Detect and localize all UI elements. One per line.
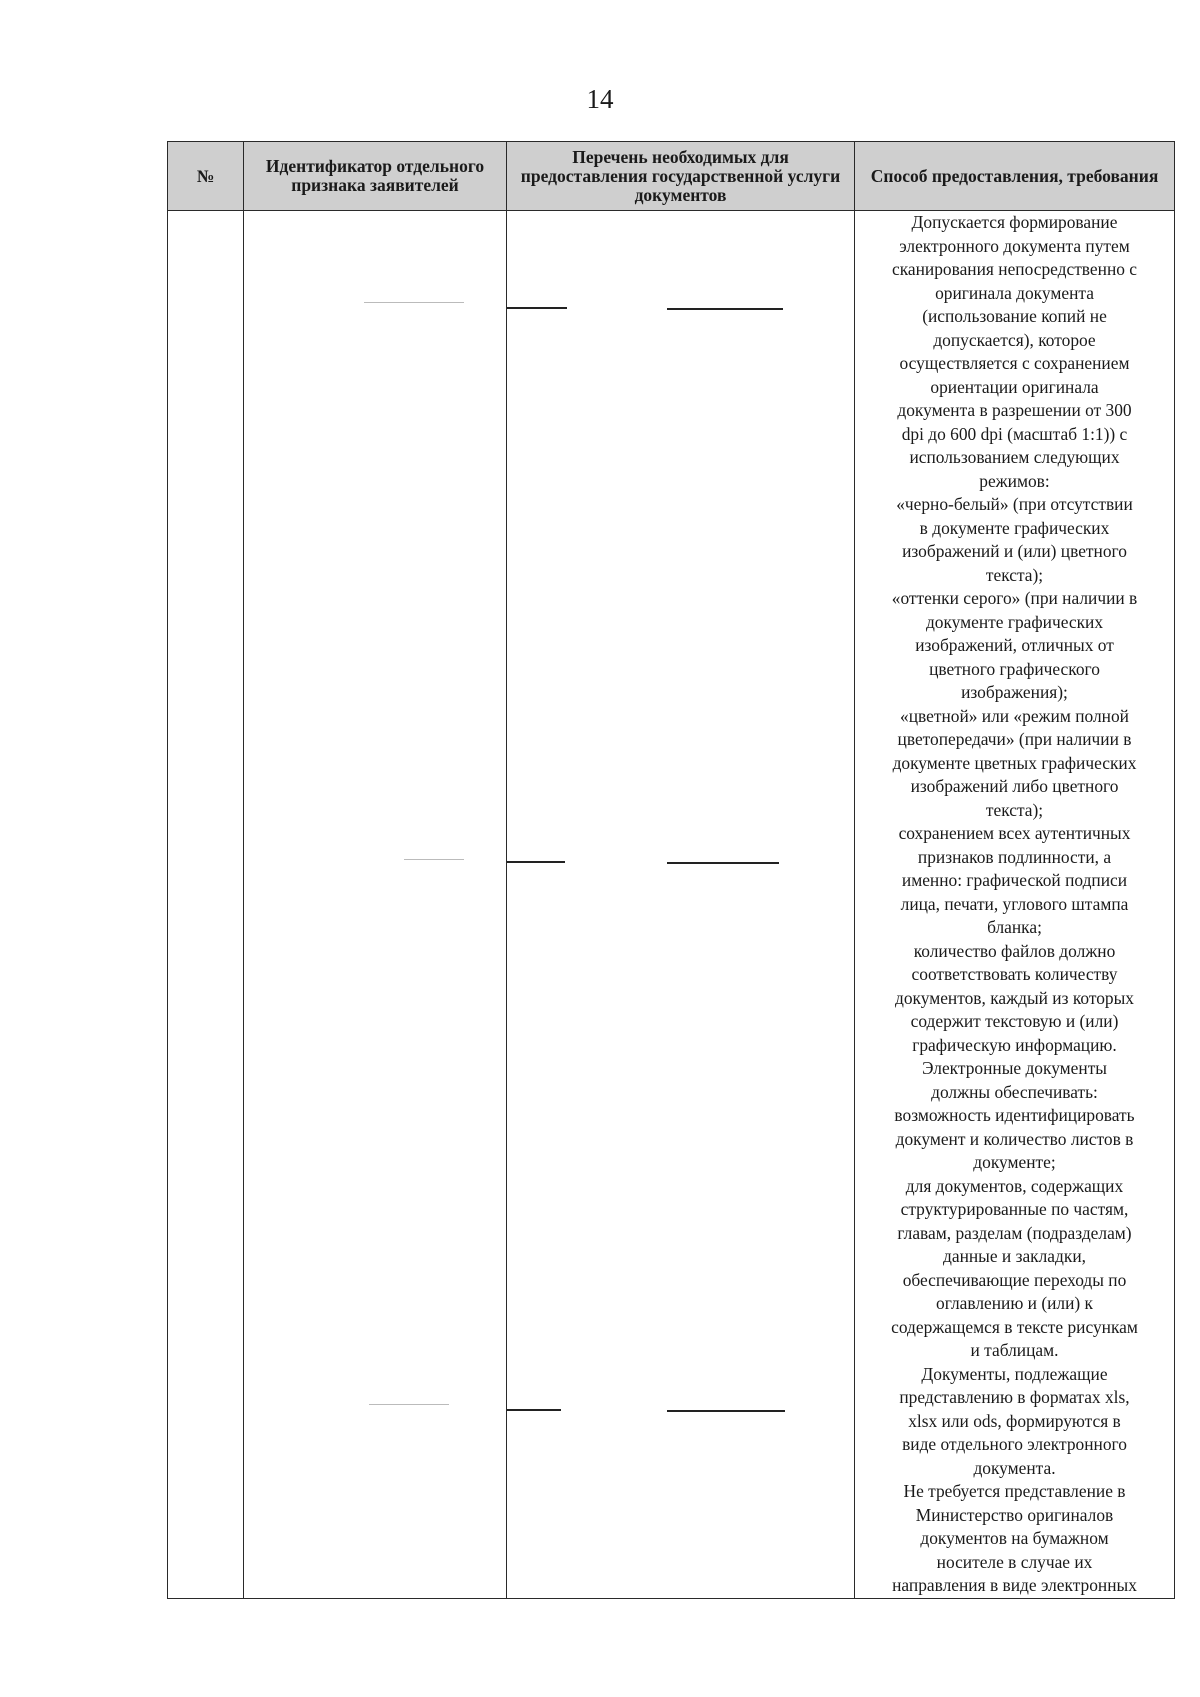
method-text-line: текста); — [985, 564, 1044, 585]
method-text-line: возможность идентифицировать — [894, 1105, 1135, 1125]
cell-method — [855, 211, 1175, 1599]
method-text-line: именно: графической подписи — [901, 870, 1128, 890]
method-text-line: документа. — [973, 1457, 1056, 1478]
header-method: Способ предоставления, требования — [855, 142, 1175, 211]
method-text-line: электронного документа путем — [899, 235, 1130, 256]
method-text-line: главам, разделам (подразделам) — [897, 1222, 1132, 1243]
method-text-line: количество файлов должно — [913, 940, 1116, 961]
method-text-line: обеспечивающие переходы по — [902, 1269, 1127, 1290]
method-text-line: ориентации оригинала — [930, 376, 1099, 397]
method-text-line: признаков подлинности, а — [917, 846, 1112, 867]
method-text-line: «цветной» или «режим полной — [900, 705, 1129, 726]
header-identifier: Идентификатор отдельного признака заявителей — [244, 142, 507, 211]
method-text-line: «оттенки серого» (при наличии в — [891, 588, 1138, 608]
dash-mark — [667, 308, 783, 310]
method-text-line: Не требуется представление в — [903, 1481, 1126, 1501]
method-text-line: оригинала документа — [935, 282, 1094, 303]
method-text-line: сканирования непосредственно с — [891, 259, 1138, 279]
method-text-line: Документы, подлежащие — [921, 1363, 1108, 1384]
cell-identifier — [244, 211, 507, 1599]
method-text-line: цветопередачи» (при наличии в — [897, 729, 1132, 749]
method-text-line: носителе в случае их — [936, 1551, 1093, 1572]
method-text-line: «черно-белый» (при отсутствии — [896, 494, 1133, 514]
dash-mark — [507, 307, 567, 309]
method-text-line: Электронные документы — [922, 1058, 1107, 1078]
method-text-line: документе цветных графических — [892, 752, 1137, 773]
page-number: 14 — [586, 84, 614, 114]
method-text-line: изображений либо цветного — [910, 776, 1119, 796]
method-text-line: dpi до 600 dpi (масштаб 1:1)) с — [901, 423, 1128, 444]
dash-mark — [667, 1410, 785, 1412]
method-text-line: осуществляется с сохранением — [899, 353, 1130, 373]
method-text-line: графическую информацию. — [912, 1034, 1117, 1055]
table-row — [168, 211, 1175, 1599]
dash-mark — [507, 861, 565, 863]
method-text-line: использованием следующих — [909, 447, 1120, 467]
method-text-line: содержит текстовую и (или) — [910, 1011, 1119, 1031]
method-text-line: данные и закладки, — [943, 1246, 1086, 1266]
method-text-line: документ и количество листов в — [895, 1128, 1134, 1149]
method-text-line: изображения); — [961, 682, 1068, 702]
dash-mark — [507, 1409, 561, 1411]
faint-dash — [404, 859, 464, 860]
method-text-line: содержащемся в тексте рисункам — [891, 1316, 1138, 1337]
method-text-line: структурированные по частям, — [900, 1199, 1129, 1219]
header-number: № — [168, 142, 244, 211]
method-text-line: в документе графических — [919, 517, 1110, 538]
method-text-line: лица, печати, углового штампа — [900, 893, 1129, 914]
method-text-line: цветного графического — [929, 658, 1100, 679]
method-text-line: изображений, отличных от — [915, 635, 1114, 655]
requirements-table — [167, 141, 1175, 1599]
cell-number — [168, 211, 244, 1599]
method-text-line: бланка; — [987, 917, 1042, 937]
method-text-line: направления в виде электронных — [892, 1575, 1137, 1595]
method-text-line: и таблицам. — [970, 1340, 1059, 1360]
method-text-line: для документов, содержащих — [905, 1175, 1124, 1196]
method-text-line: режимов: — [979, 470, 1050, 491]
method-text-line: Министерство оригиналов — [915, 1504, 1114, 1525]
method-text-line: допускается), которое — [933, 329, 1096, 350]
method-text-line: Допускается формирование — [911, 212, 1118, 232]
faint-dash — [364, 302, 464, 303]
method-text-line: xlsx или ods, формируются в — [908, 1410, 1121, 1431]
method-text-line: документа в разрешении от 300 — [897, 400, 1132, 420]
dash-mark — [667, 862, 779, 864]
method-text-line: документе графических — [925, 611, 1104, 632]
header-documents: Перечень необходимых для предоставления государственной услуги документов — [507, 142, 855, 211]
table-header-row — [168, 142, 1175, 211]
method-text-line: соответствовать количеству — [911, 964, 1118, 984]
faint-dash — [369, 1404, 449, 1405]
method-text-line: представлению в форматах xls, — [899, 1387, 1130, 1407]
method-text-line: (использование копий не — [922, 306, 1107, 326]
method-text-line: должны обеспечивать: — [931, 1081, 1098, 1102]
method-text-line: документе; — [973, 1152, 1056, 1172]
method-text-line: изображений и (или) цветного — [902, 541, 1127, 561]
method-text-line: сохранением всех аутентичных — [898, 823, 1131, 843]
method-text-line: оглавлению и (или) к — [936, 1293, 1093, 1313]
cell-documents — [507, 211, 855, 1599]
method-text-line: текста); — [985, 799, 1044, 820]
method-text-line: документов, каждый из которых — [894, 987, 1135, 1008]
method-text-line: документов на бумажном — [920, 1528, 1109, 1548]
method-text-line: виде отдельного электронного — [902, 1434, 1127, 1454]
method-text — [855, 211, 1174, 1598]
